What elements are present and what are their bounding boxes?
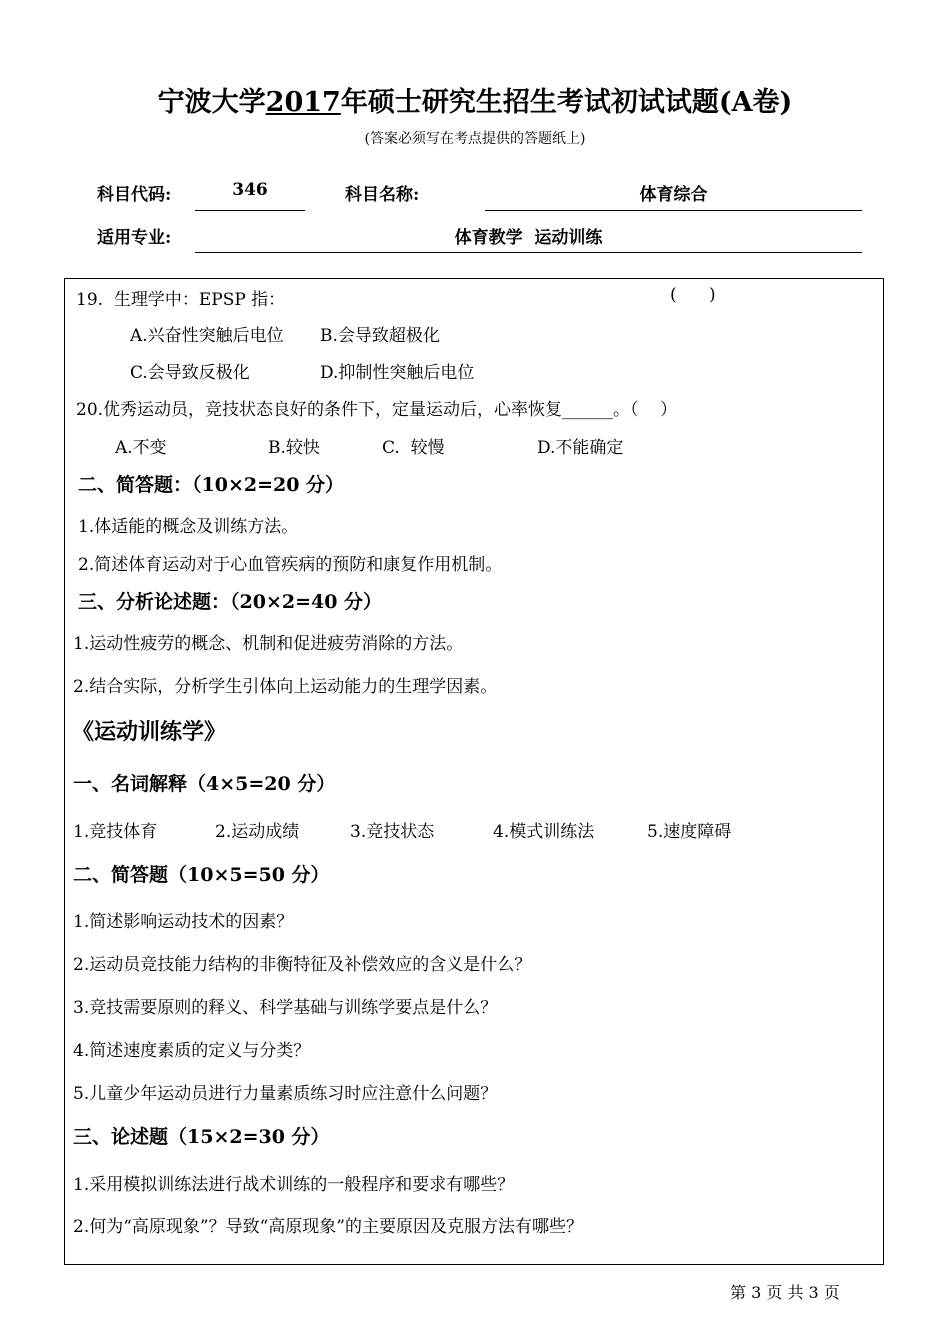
- q19-option-d: D.抑制性突触后电位: [320, 363, 475, 383]
- q20-option-c: C. 较慢: [382, 438, 445, 458]
- physiology-analysis-2: 2.结合实际，分析学生引体向上运动能力的生理学因素。: [73, 677, 498, 697]
- subject-code-label: 科目代码:: [97, 185, 172, 205]
- subject-name-underline: [485, 210, 862, 211]
- training-essay-2: 2.何为“高原现象”？导致“高原现象”的主要原因及克服方法有哪些？: [73, 1217, 583, 1237]
- training-term-4: 4.模式训练法: [493, 822, 595, 842]
- training-short-5: 5.儿童少年运动员进行力量素质练习时应注意什么问题？: [73, 1084, 498, 1104]
- training-book-title: 《运动训练学》: [72, 719, 227, 745]
- q19-option-a: A.兴奋性突触后电位: [130, 326, 284, 346]
- training-term-5: 5.速度障碍: [647, 822, 732, 842]
- page-number: 第 3 页 共 3 页: [730, 1283, 840, 1302]
- subject-name-label: 科目名称:: [345, 185, 420, 205]
- major: 体育教学 运动训练: [454, 228, 603, 248]
- q20-option-a: A.不变: [115, 438, 167, 458]
- training-term-1: 1.竞技体育: [73, 822, 158, 842]
- physiology-short-heading: 二、简答题：（10×2=20 分）: [78, 474, 345, 496]
- training-essay-1: 1.采用模拟训练法进行战术训练的一般程序和要求有哪些？: [73, 1175, 515, 1195]
- training-terms-heading: 一、名词解释（4×5=20 分）: [73, 773, 336, 795]
- major-underline: [195, 252, 862, 253]
- q19-option-c: C.会导致反极化: [130, 363, 250, 383]
- subject-name: 体育综合: [639, 185, 708, 205]
- physiology-short-2: 2.简述体育运动对于心血管疾病的预防和康复作用机制。: [78, 555, 503, 575]
- subject-code-underline: [195, 210, 305, 211]
- exam-instruction: (答案必须写在考点提供的答题纸上): [364, 131, 586, 147]
- training-term-2: 2.运动成绩: [215, 822, 300, 842]
- q20-stem: 20.优秀运动员，竞技状态良好的条件下，定量运动后，心率恢复______。（ ）: [76, 400, 678, 420]
- training-short-3: 3.竞技需要原则的释义、科学基础与训练学要点是什么？: [73, 998, 498, 1018]
- q19-stem: 19. 生理学中：EPSP 指：: [76, 290, 286, 310]
- training-essay-heading: 三、论述题（15×2=30 分）: [73, 1126, 330, 1148]
- q20-option-d: D.不能确定: [537, 438, 624, 458]
- q20-option-b: B.较快: [268, 438, 320, 458]
- title-suffix: 年硕士研究生招生考试初试试题(A卷): [340, 87, 793, 118]
- subject-code: 346: [232, 180, 268, 200]
- title-year: 2017: [265, 87, 341, 118]
- q19-answer-blank: ( ): [670, 285, 716, 305]
- training-short-heading: 二、简答题（10×5=50 分）: [73, 864, 330, 886]
- title-prefix: 宁波大学: [157, 87, 266, 118]
- physiology-short-1: 1.体适能的概念及训练方法。: [78, 517, 299, 537]
- physiology-analysis-heading: 三、分析论述题：（20×2=40 分）: [78, 591, 383, 613]
- exam-title: [0, 80, 950, 119]
- q19-option-b: B.会导致超极化: [320, 326, 440, 346]
- training-short-1: 1.简述影响运动技术的因素？: [73, 912, 294, 932]
- training-short-4: 4.简述速度素质的定义与分类？: [73, 1041, 311, 1061]
- training-short-2: 2.运动员竞技能力结构的非衡特征及补偿效应的含义是什么？: [73, 955, 532, 975]
- physiology-analysis-1: 1.运动性疲劳的概念、机制和促进疲劳消除的方法。: [73, 634, 464, 654]
- training-term-3: 3.竞技状态: [350, 822, 435, 842]
- major-label: 适用专业:: [97, 228, 172, 248]
